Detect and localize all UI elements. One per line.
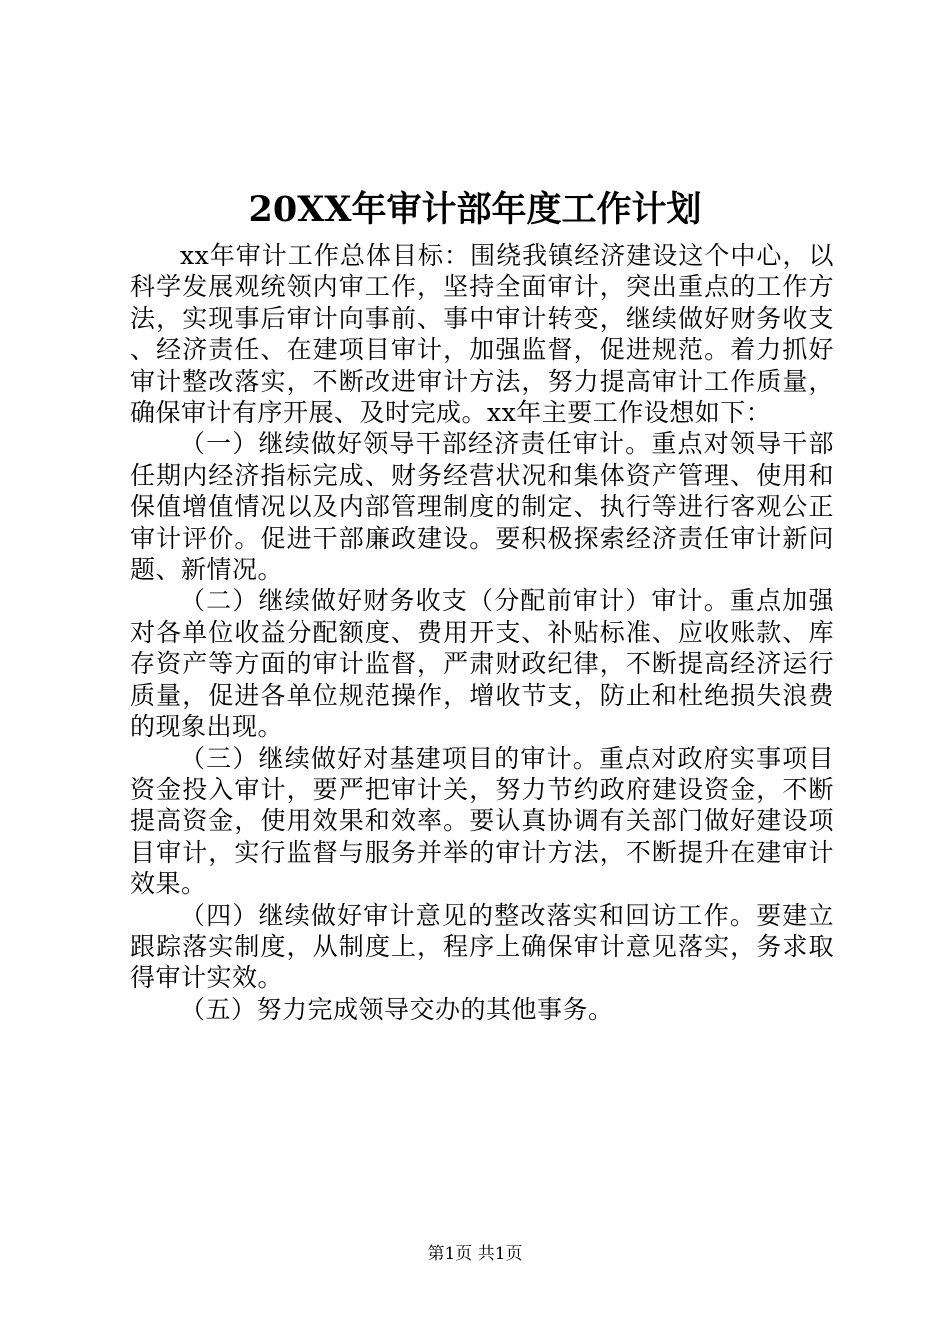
document-body: [130, 240, 834, 1025]
paragraph-intro: xx年审计工作总体目标：围绕我镇经济建设这个中心，以科学发展观统领内审工作，坚持全面审计，突出重点的工作方法，实现事后审计向事前、事中审计转变，继续做好财务收支、经济责任、在建项目审计，加强监督，促进规范。着力抓好审计整改落实，不断改进审计方法，努力提高审计工作质量，确保审计有序开展、及时完成。xx年主要工作设想如下：: [130, 241, 834, 428]
paragraph-item-5: （五）努力完成领导交办的其他事务。: [180, 994, 614, 1024]
document-title: 20XX年审计部年度工作计划: [248, 189, 702, 230]
page-footer: 第1页 共1页: [427, 1244, 523, 1264]
paragraph-item-4: （四）继续做好审计意见的整改落实和回访工作。要建立跟踪落实制度，从制度上，程序上确保审计意见落实，务求取得审计实效。: [130, 900, 834, 993]
paragraph-item-3: （三）继续做好对基建项目的审计。重点对政府实事项目资金投入审计，要严把审计关，努力节约政府建设资金，不断提高资金，使用效果和效率。要认真协调有关部门做好建设项目审计，实行监督与服务并举的审计方法，不断提升在建审计效果。: [130, 743, 834, 899]
paragraph-item-1: （一）继续做好领导干部经济责任审计。重点对领导干部任期内经济指标完成、财务经营状况和集体资产管理、使用和保值增值情况以及内部管理制度的制定、执行等进行客观公正审计评价。促进干部廉政建设。要积极探索经济责任审计新问题、新情况。: [130, 429, 834, 585]
paragraph-item-2: （二）继续做好财务收支（分配前审计）审计。重点加强对各单位收益分配额度、费用开支、补贴标准、应收账款、库存资产等方面的审计监督，严肃财政纪律，不断提高经济运行质量，促进各单位规范操作，增收节支，防止和杜绝损失浪费的现象出现。: [130, 586, 834, 742]
